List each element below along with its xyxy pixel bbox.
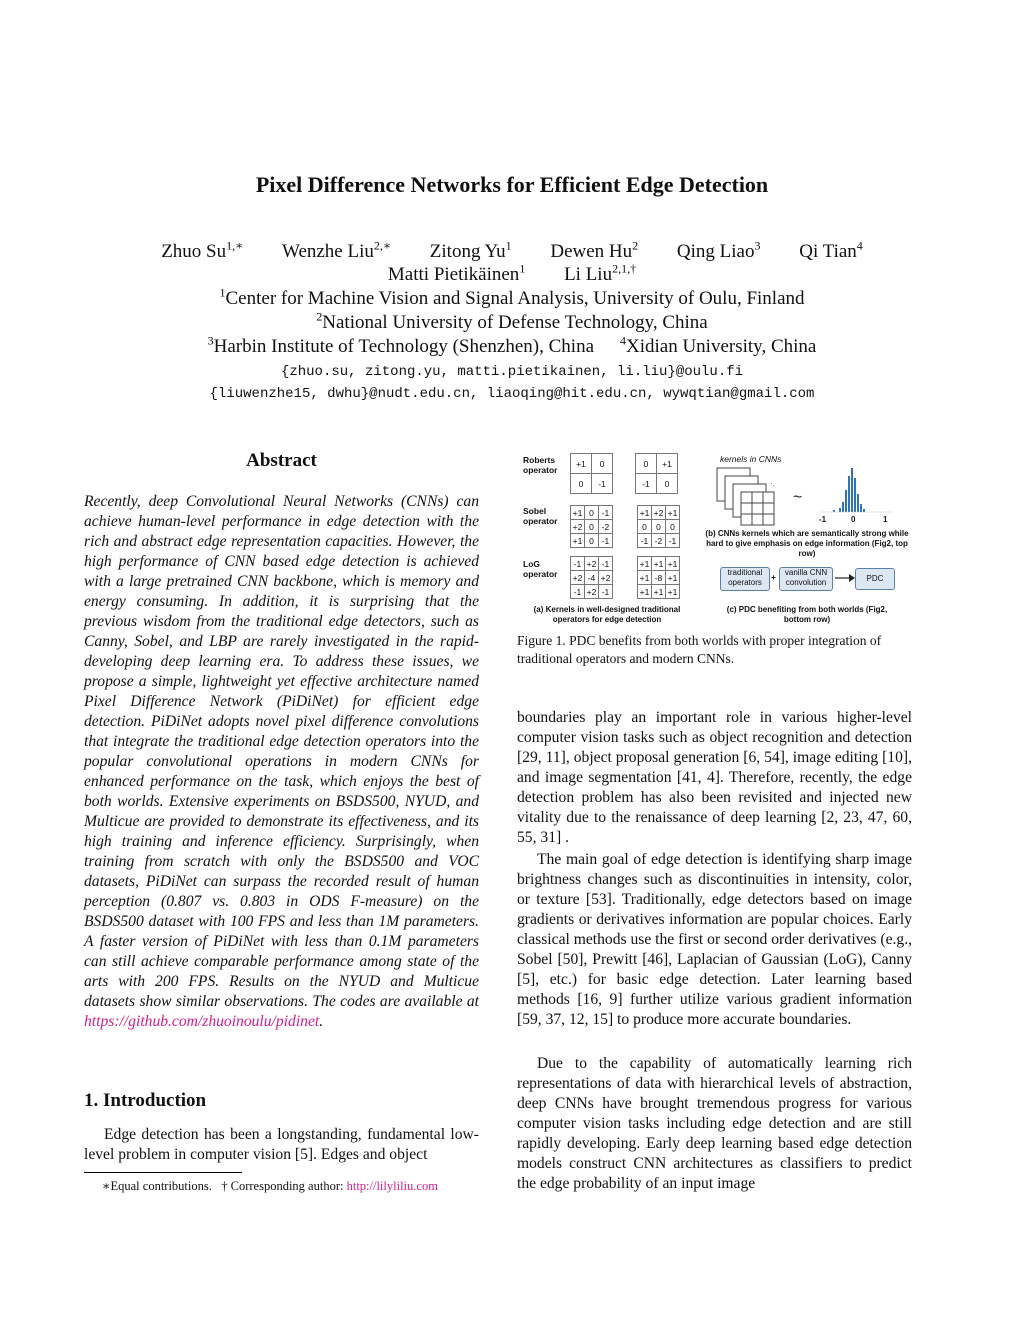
right-paragraph-3: Due to the capability of automatically learning rich representations of data with hierarchical levels of abstraction, deep CNNs have brought tremendous progress for various computer vision tasks including edge detection and are still rapidly developing. Early deep learning based edge detection models construct CNN architectures as classifiers to predict the edge probability of an input image xyxy=(517,1055,912,1192)
code-link[interactable]: https://github.com/zhuoinoulu/pidinet xyxy=(84,1013,320,1030)
hist-tick-1: 1 xyxy=(883,515,888,524)
right-paragraph-2: The main goal of edge detection is identifying sharp image brightness changes such as discontinuities in intensity, color, or texture [53]. Traditionally, edge detectors based on image gradients or derivatives information are popular choices. Early classical methods use the first or second order derivatives (e.g., Sobel [50], Prewitt [46], Laplacian of Gaussian (LoG), Canny [5], etc.) for basic edge detection. Later learning based methods [16, 9] further utilize various gradient information [59, 37, 12, 15] to produce more accurate boundaries. xyxy=(517,851,912,1028)
log-kernel-1: -1 +2 -1 +2 -4 +2 -1 +2 -1 xyxy=(570,556,613,599)
author: Dewen Hu$^2$ xyxy=(550,238,639,262)
author-homepage-link[interactable]: http://lilyliliu.com xyxy=(346,1179,438,1193)
pdc-box: PDC xyxy=(855,568,895,590)
cnn-kernels-illustration xyxy=(715,464,905,534)
kernels-in-cnns-label: kernels in CNNs xyxy=(720,454,782,464)
right-paragraph-1: boundaries play an important role in various higher-level computer vision tasks such as object recognition and detection [29, 11], object proposal generation [6, 54], image editing [10], and image segmentation [41, 4]. Therefore, recently, the edge detection problem has also been revisited and injected new vitality due to the renaissance of deep learning [2, 23, 47, 60, 55, 31] . xyxy=(517,709,912,846)
author: Matti Pietikäinen$^1$ xyxy=(387,261,526,285)
subcaption-b: (b) CNNs kernels which are semantically strong while hard to give emphasis on edge information (Fig2, top row) xyxy=(705,529,909,558)
roberts-label: Roberts operator xyxy=(523,455,558,475)
hist-tick-neg1: -1 xyxy=(819,515,827,524)
abstract-body: Recently, deep Convolutional Neural Networks (CNNs) can achieve human-level performance in edge detection with the rich and abstract edge representation capacities. However, the high performance of CNN based edge detection is achieved with a large pretrained CNN backbone, which is memory and energy consuming. In addition, it is surprising that the previous wisdom from the traditional edge detectors, such as Canny, Sobel, and LBP are rarely investigated in the rapid-developing deep learning era. To address these issues, we propose a simple, lightweight yet effective architecture named Pixel Difference Network (PiDiNet) for efficient edge detection. PiDiNet adopts novel pixel difference convolutions that integrate the traditional edge detection operators into the popular convolutional operations in modern CNNs for enhanced performance on the task, which enjoys the best of both worlds. Extensive experiments on BSDS500, NYUD, and Multicue are provided to demonstrate its effectiveness, and its high training and inference efficiency. Surprisingly, when training from scratch with only the BSDS500 and VOC datasets, PiDiNet can surpass the recorded result of human perception (0.807 vs. 0.803 in ODS F-measure) on the BSDS500 dataset with 100 FPS and less than 1M parameters. A faster version of PiDiNet with less than 0.1M parameters can still achieve comparable performance among state of the arts with 200 FPS. Results on the NYUD and Multicue datasets show similar observations. The codes are available at https://github.com/zhuoinoulu/pidinet. xyxy=(84,493,479,1030)
traditional-operators-box: traditional operators xyxy=(720,567,770,591)
figure-1 xyxy=(517,450,917,630)
intro-paragraph-1: Edge detection has been a longstanding, fundamental low-level problem in computer vision [5]. Edges and object xyxy=(84,1126,479,1163)
log-kernel-2: +1 +1 +1 +1 -8 +1 +1 +1 +1 xyxy=(637,556,680,599)
author: Li Liu$^{2,1,\dagger}$ xyxy=(564,261,637,285)
email-line-1: {zhuo.su, zitong.yu, matti.pietikainen, li.liu}@oulu.fi xyxy=(280,364,744,380)
author-list xyxy=(0,240,1024,286)
arrow-icon xyxy=(835,572,855,584)
figure-caption: Figure 1. PDC benefits from both worlds with proper integration of traditional operators and modern CNNs. xyxy=(517,633,882,666)
affiliation-2: $^2$National University of Defense Technology, China xyxy=(316,309,708,333)
author: Wenzhe Liu$^{2,∗}$ xyxy=(282,238,392,262)
roberts-kernel-1: +1 0 0 -1 xyxy=(570,453,613,494)
footnote-rule xyxy=(84,1172,242,1173)
footnote: ∗Equal contributions. † Corresponding author: http://lilyliliu.com xyxy=(102,1179,438,1193)
hist-tick-0: 0 xyxy=(851,515,856,524)
author: Qi Tian$^4$ xyxy=(799,238,863,262)
affiliation-1: $^1$Center for Machine Vision and Signal Analysis, University of Oulu, Finland xyxy=(219,285,805,309)
email-line-2: {liuwenzhe15, dwhu}@nudt.edu.cn, liaoqing@hit.edu.cn, wywqtian@gmail.com xyxy=(209,386,815,402)
author: Zitong Yu$^1$ xyxy=(429,238,512,262)
plus-symbol: + xyxy=(771,572,776,582)
paper-title: Pixel Difference Networks for Efficient Edge Detection xyxy=(255,172,769,197)
sobel-label: Sobel operator xyxy=(523,506,558,526)
author: Qing Liao$^3$ xyxy=(676,238,761,262)
affiliation-3-4: $^3$Harbin Institute of Technology (Shenzhen), China $^4$Xidian University, China xyxy=(207,333,817,357)
vanilla-cnn-box: vanilla CNN convolution xyxy=(779,567,833,591)
svg-text:·.: ·. xyxy=(770,479,775,488)
section-heading-introduction: 1. Introduction xyxy=(84,1090,207,1111)
svg-text:~: ~ xyxy=(793,489,803,506)
sobel-kernel-2: +1 +2 +1 0 0 0 -1 -2 -1 xyxy=(637,505,680,548)
subcaption-c: (c) PDC benefiting from both worlds (Fig2, bottom row) xyxy=(726,605,888,624)
sobel-kernel-1: +1 0 -1 +2 0 -2 +1 0 -1 xyxy=(570,505,613,548)
author: Zhuo $Su^{1,∗}$ xyxy=(161,238,244,262)
abstract-heading: Abstract xyxy=(246,450,317,471)
subcaption-a: (a) Kernels in well-designed traditional operators for edge detection xyxy=(533,605,681,624)
log-label: LoG operator xyxy=(523,559,558,579)
roberts-kernel-2: 0 +1 -1 0 xyxy=(635,453,678,494)
